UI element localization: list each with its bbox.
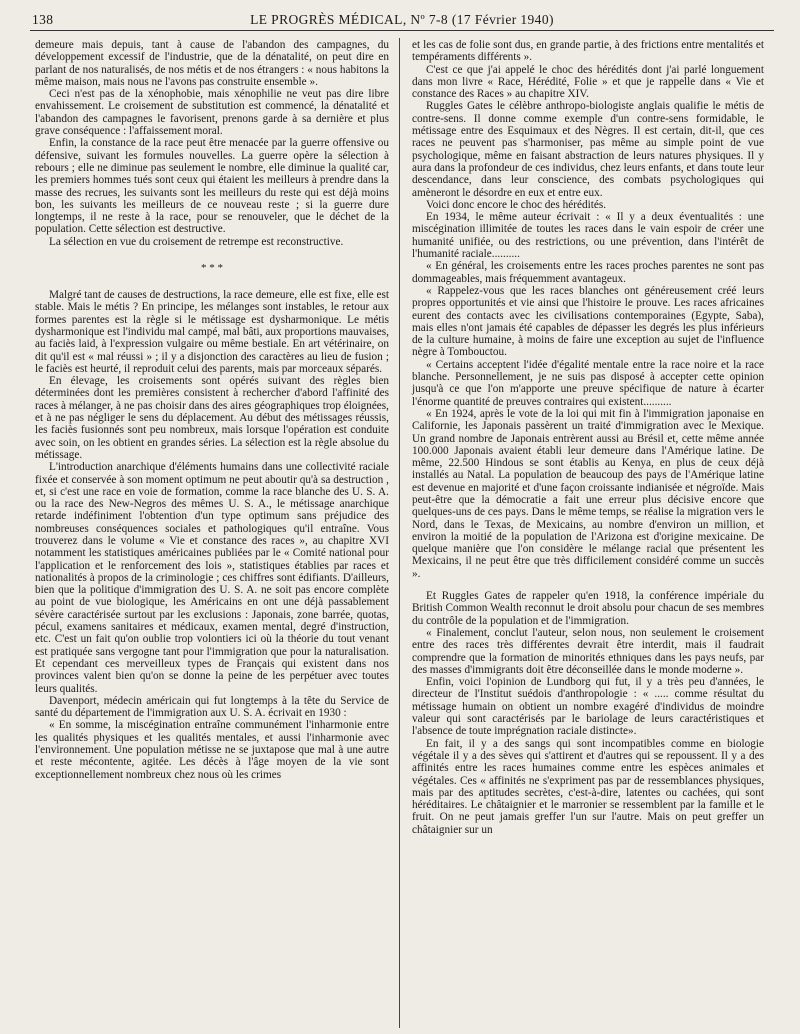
paragraph: En élevage, les croisements sont opérés suivant des règles bien déterminées dont les premières consistent à rechercher d'abord l'affinité des races à mélanger, à ne pas choisir dans des aires géographiques trop éloignées, et à ne pas négliger le sens du déplacement. Au début des métissages réussis, les faciès fusionnés sont peu nombreux, mais lorsque l'opération est conduite avec soin, on les obtient en grandes séries. La sélection est la règle absolue du métissage. bbox=[35, 375, 389, 461]
paragraph: demeure mais depuis, tant à cause de l'abandon des campagnes, du développement excessif de l'industrie, que de la dénatalité, on peut dire en parlant de nos naturalisés, de nos métis et de nos étrangers : « nous habitons la même maison, mais nous ne l'avons pas construite ensemble ». bbox=[35, 39, 389, 88]
paragraph: L'introduction anarchique d'éléments humains dans une collectivité raciale fixée et conservée à son moment optimum ne peut aboutir qu'à sa destruction , et, si c'est une race en voie de formation, comme la race blanche des U. S. A. ou la race des New-Negros des mêmes U. S. A., le métissage anarchique retarde indéfiniment l'obtention d'un type optimum sans préjudice des nombreuses conséquences sociales et pathologiques qu'il entraîne. Vous trouverez dans le volume « Vie et constance des races », au chapitre XVI notamment les statistiques américaines publiées par le « Comité national pour l'application et le renforcement des lois », statistiques établies par races et nationalités à propos de la criminologie ; ces chiffres sont édifiants. D'ailleurs, bien que la politique d'immigration des U. S. A. ne soit pas encore complète au point de vue biologique, les Américains en ont une déjà passablement sévère caractérisée surtout par les exclusions : Japonais, zone barrée, quotas, pécul, examens sanitaires et médicaux, examen mental, degré d'instruction, etc. C'est un fait qu'on oublie trop volontiers ici où la théorie du tout venant est pratiquée sans vergogne tant pour l'immigration que pour la naturalisation. Et cependant ces merveilleux types de Français qui existent dans nos provinces valent bien qu'on se donne la peine de les perpétuer avec toutes leurs qualités. bbox=[35, 461, 389, 695]
paragraph: Ruggles Gates le célèbre anthropo-biologiste anglais qualifie le métis de contre-sens. Il donne comme exemple d'un contre-sens formidable, le métissage entre des Esquimaux et des Nègres. Il est certain, dit-il, que ces races ne peuvent pas s'harmoniser, pas même au simple point de vue psychologique, même en faisant abstraction de leurs natures physiques. Il y aura dans la profondeur de ces individus, chez leurs enfants, et dans toute leur descendance, dans leur conscience, des combats psychologiques qui amèneront le désordre en eux et entre eux. bbox=[412, 100, 764, 199]
paragraph: « Rappelez-vous que les races blanches ont généreusement créé leurs propres opportunités et vie ainsi que l'histoire le prouve. Les races africaines eurent des contacts avec les civilisations contemporaines (Egypte, Saba), mais elles n'ont jamais été capables de dépasser les degrés les plus inférieurs de la culture humaine, à moins de faire une exception au sujet de l'influence nègre à Tombouctou. bbox=[412, 284, 764, 359]
left-column bbox=[35, 39, 389, 781]
paragraph: Enfin, la constance de la race peut être menacée par la guerre offensive ou défensive, suivant les formules nouvelles. La guerre opère la sélection à rebours ; elle ne diminue pas seulement le nombre, elle diminue la qualité car, les premiers hommes tués sont ceux qui étaient les meilleurs à prendre dans la masse des recrues, les suivants sont les meilleurs du reste qui est déjà moins bon, les suivants les meilleurs de ce nouveau reste ; si la guerre dure longtemps, il ne reste à la race, pour se renouveler, que le déchet de la population. Cette sélection est destructive. bbox=[35, 137, 389, 236]
paragraph: En 1934, le même auteur écrivait : « Il y a deux éventualités : une miscégination illimitée de toutes les races dans le vain espoir de créer une humanité unifiée, ou des restrictions, ou une prévention, dans l'intérêt de l'humanité raciale.......... bbox=[412, 211, 764, 261]
section-separator bbox=[35, 264, 389, 273]
paragraph: Malgré tant de causes de destructions, la race demeure, elle est fixe, elle est stable. Mais le métis ? En principe, les mélanges sont instables, le retour aux formes parentes est la règle si le métissage est dysharmonique. Le métis dysharmonique est l'individu mal campé, mal bâti, aux proportions mauvaises, au faciès laid, à l'expression vulgaire ou même bestiale. En art vétérinaire, on dit qu'il est « mal réussi » ; il y a disjonction des caractères au lieu de fusion ; le faciès est heurté, il reproduit celui des parents, mais par morceaux séparés. bbox=[35, 289, 389, 375]
paragraph: Et Ruggles Gates de rappeler qu'en 1918, la conférence impériale du British Common Wealth reconnut le droit absolu pour chacun de ses membres du contrôle de la population et de l'immigration. bbox=[412, 590, 764, 627]
paragraph: Enfin, voici l'opinion de Lundborg qui fut, il y a très peu d'années, le directeur de l'Institut suédois d'anthropologie : « ..... comme résultat du métissage humain on obtient un nombre exagéré d'individus de moindre valeur qui sont caractérisés par le bariolage de leurs caractéristiques et l'absence de toute imprégnation raciale distincte». bbox=[412, 676, 764, 738]
paragraph: Ceci n'est pas de la xénophobie, mais xénophilie ne veut pas dire libre envahissement. Le croisement de substitution est commencé, la dénatalité et l'abandon des campagnes le favorisent, prenons garde à sa dernière et plus grave conséquence : l'affaissement moral. bbox=[35, 88, 389, 138]
paragraph: « En général, les croisements entre les races proches parentes ne sont pas dommageables, mais fréquemment avantageux. bbox=[412, 260, 764, 285]
running-header bbox=[30, 8, 774, 31]
column-divider bbox=[399, 38, 400, 1028]
paragraph: et les cas de folie sont dus, en grande partie, à des frictions entre mentalités et tempéraments différents ». bbox=[412, 39, 764, 64]
right-column bbox=[412, 39, 764, 836]
paragraph: « En somme, la miscégination entraîne communément l'inharmonie entre les qualités physiques et les qualités mentales, et aussi l'inharmonie avec l'environnement. Une population métisse ne se juxtapose que mal à une autre et reste mécontente, agitée. Les décès à l'âge moyen de la vie sont exceptionnellement nombreux chez nous où les crimes bbox=[35, 719, 389, 781]
paragraph: Davenport, médecin américain qui fut longtemps à la tête du Service de santé du département de l'immigration aux U. S. A. écrivait en 1930 : bbox=[35, 694, 389, 720]
paragraph: C'est ce que j'ai appelé le choc des hérédités dont j'ai parlé longuement dans mon livre « Race, Hérédité, Folie » et que je rappelle dans « Vie et constance des Races » au chapitre XIV. bbox=[412, 63, 764, 101]
paragraph: Voici donc encore le choc des hérédités. bbox=[426, 198, 607, 211]
paragraph: « Certains acceptent l'idée d'égalité mentale entre la race noire et la race blanche. Personnellement, je ne suis pas disposé à accepter cette opinion jusqu'à ce que l'on m'apporte une preuve spécifique de nature à écarter l'énorme quantité de preuves contraires qui existent.......... bbox=[412, 358, 764, 408]
page-number: 138 bbox=[32, 12, 54, 27]
paragraph: « En 1924, après le vote de la loi qui mit fin à l'immigration japonaise en Californie, les Japonais passèrent un traité d'immigration avec le Mexique. Un grand nombre de Japonais entrèrent aussi au Brésil et, cette même année 100.000 Japonais avaient établi leur demeure dans l'Amérique latine. De même, 22.500 Hindous se sont établis au Kenya, en plus de ceux déjà installés au Natal. La population de beaucoup des pays de l'Amérique latine est devenue en majorité et d'une façon croissante indianisée et négroïde. Mais peut-être que la démocratie a fait une erreur plus décisive encore que quelques-uns de ces pays. Dans le même temps, se réalise la migration vers le Nord, dans le Texas, de Mexicains, au nombre d'environ un million, et environ la moitié de la population de l'Arizona est d'origine mexicaine. De quelque manière que l'on considère le mélange racial que présentent les Mexicains, il ne peut être que très difficilement considéré comme un succès ». bbox=[412, 407, 764, 580]
paragraph: La sélection en vue du croisement de retrempe est reconstructive. bbox=[49, 235, 344, 248]
paragraph: En fait, il y a des sangs qui sont incompatibles comme en biologie végétale il y a des sèves qui s'attirent et d'autres qui se repoussent. Il y a des affinités entre les races humaines comme entre les espèces animales et végétales. Ces « affinités ne s'expriment pas par de ressemblances physiques, mais par des aptitudes secrètes, c'est-à-dire, latentes ou cachées, qui sont héréditaires. Le châtaignier et le marronier se ressemblent par la famille et le fruit. On ne peut jamais greffer l'un sur l'autre. Mais on peut greffer un châtaignier sur un bbox=[412, 737, 764, 836]
paragraph: « Finalement, conclut l'auteur, selon nous, non seulement le croisement entre des races très différentes devrait être interdit, mais il faudrait comprendre que la formation de minorités ethniques dans les pays neufs, par des masses d'immigrants doit être déconseillée dans le monde moderne ». bbox=[412, 626, 764, 676]
running-title: LE PROGRÈS MÉDICAL, Nº 7-8 (17 Février 1940) bbox=[250, 12, 554, 27]
separator-asterisks: * * * bbox=[201, 262, 223, 275]
